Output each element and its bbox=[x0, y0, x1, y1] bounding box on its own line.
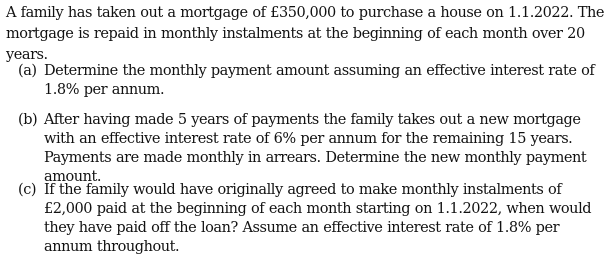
question-part-c bbox=[18, 181, 608, 257]
question-intro: A family has taken out a mortgage of £350,000 to purchase a house on 1.1.2022. The mortgage is repaid in monthly instalments at the beginning of each month over 20 years. bbox=[6, 5, 605, 63]
part-a-text: Determine the monthly payment amount assuming an effective interest rate of 1.8% per annum. bbox=[44, 63, 595, 98]
question-part-a bbox=[18, 62, 608, 100]
part-b-label: (b) bbox=[18, 112, 38, 128]
part-c-text: If the family would have originally agreed to make monthly instalments of £2,000 paid at the beginning of each month starting on 1.1.2022, when would they have paid off the loan? Assume an effective interest rate of 1.8% per annum throughout. bbox=[44, 182, 592, 255]
question-part-b bbox=[18, 111, 608, 187]
part-c-label: (c) bbox=[18, 182, 37, 198]
part-b-text: After having made 5 years of payments the family takes out a new mortgage with an effective interest rate of 6% per annum for the remaining 15 years. Payments are made monthly in arrears. Determine the new monthly payment amount. bbox=[44, 112, 587, 185]
part-a-label: (a) bbox=[18, 63, 37, 79]
